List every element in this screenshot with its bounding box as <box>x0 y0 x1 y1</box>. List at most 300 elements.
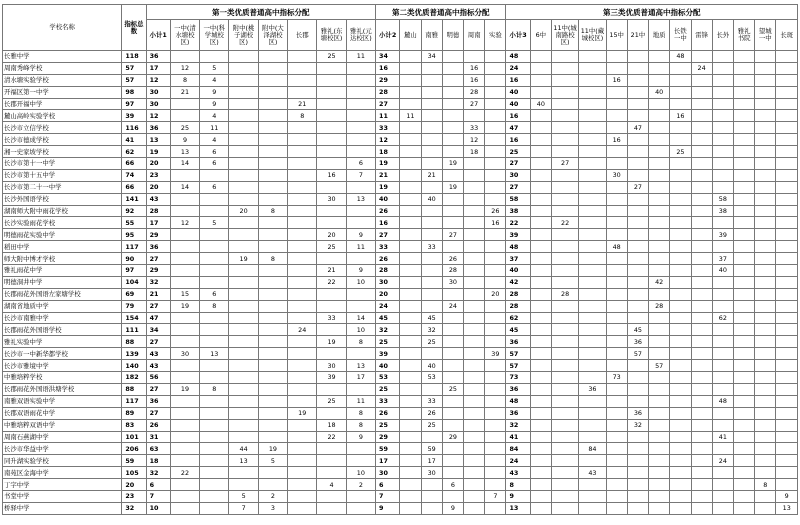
subtotal-cell: 33 <box>376 122 400 134</box>
subtotal-cell: 84 <box>506 443 530 455</box>
quota-cell <box>670 300 691 312</box>
quota-cell <box>606 110 627 122</box>
quota-cell <box>579 336 606 348</box>
quota-cell <box>485 395 506 407</box>
quota-cell <box>776 134 798 146</box>
quota-cell <box>776 288 798 300</box>
subtotal-cell: 19 <box>376 158 400 170</box>
subtotal-cell: 17 <box>376 455 400 467</box>
table-row <box>3 229 798 241</box>
quota-cell <box>421 62 442 74</box>
school-name-cell: 稻田中学 <box>3 241 122 253</box>
quota-cell <box>733 229 754 241</box>
table-row <box>3 336 798 348</box>
quota-cell <box>485 324 506 336</box>
quota-cell <box>627 51 648 63</box>
quota-cell <box>442 205 463 217</box>
quota-cell <box>649 62 670 74</box>
quota-cell <box>691 431 712 443</box>
subtotal-cell: 17 <box>146 62 170 74</box>
quota-cell <box>400 265 421 277</box>
quota-cell <box>755 86 776 98</box>
quota-cell <box>755 229 776 241</box>
quota-cell <box>530 455 551 467</box>
quota-cell <box>400 502 421 514</box>
quota-cell <box>606 276 627 288</box>
quota-cell <box>712 169 733 181</box>
subtotal-cell: 25 <box>376 336 400 348</box>
quota-cell <box>421 146 442 158</box>
subtotal-cell: 27 <box>506 181 530 193</box>
quota-cell <box>421 490 442 502</box>
school-header: 学校名称 <box>3 5 122 51</box>
quota-cell <box>258 110 287 122</box>
subtotal-cell: 32 <box>506 419 530 431</box>
quota-cell: 14 <box>346 312 375 324</box>
quota-cell <box>627 205 648 217</box>
quota-cell <box>229 312 258 324</box>
table-row <box>3 312 798 324</box>
quota-cell <box>464 348 485 360</box>
quota-cell <box>670 324 691 336</box>
quota-cell <box>170 253 199 265</box>
quota-cell <box>670 158 691 170</box>
school-name-cell: 长沙市第十五中学 <box>3 169 122 181</box>
quota-cell <box>258 431 287 443</box>
quota-cell <box>229 372 258 384</box>
subtotal-cell: 23 <box>146 169 170 181</box>
quota-cell <box>229 467 258 479</box>
quota-cell <box>606 490 627 502</box>
quota-cell <box>670 312 691 324</box>
total-cell: 57 <box>122 62 146 74</box>
quota-cell <box>530 205 551 217</box>
quota-cell <box>627 193 648 205</box>
quota-cell <box>712 419 733 431</box>
total-header: 指标总数 <box>122 5 146 51</box>
quota-cell: 25 <box>442 383 463 395</box>
quota-cell: 37 <box>712 253 733 265</box>
quota-cell: 16 <box>464 74 485 86</box>
quota-cell: 45 <box>627 324 648 336</box>
table-row <box>3 122 798 134</box>
quota-cell <box>485 431 506 443</box>
quota-cell: 53 <box>421 372 442 384</box>
subtotal-cell: 39 <box>376 348 400 360</box>
quota-cell: 8 <box>258 205 287 217</box>
quota-cell <box>346 288 375 300</box>
quota-cell <box>288 276 317 288</box>
quota-cell <box>229 181 258 193</box>
quota-cell <box>670 502 691 514</box>
quota-cell <box>229 360 258 372</box>
quota-cell: 47 <box>627 122 648 134</box>
quota-cell <box>442 467 463 479</box>
quota-cell <box>579 253 606 265</box>
subtotal-cell: 20 <box>376 288 400 300</box>
subtotal-cell: 21 <box>146 288 170 300</box>
quota-cell <box>670 169 691 181</box>
quota-cell <box>258 217 287 229</box>
quota-cell <box>464 467 485 479</box>
quota-cell <box>485 443 506 455</box>
table-row <box>3 300 798 312</box>
quota-cell <box>606 336 627 348</box>
subtotal-cell: 9 <box>376 502 400 514</box>
quota-cell <box>442 324 463 336</box>
quota-cell: 36 <box>579 383 606 395</box>
quota-cell <box>317 205 346 217</box>
quota-cell <box>691 86 712 98</box>
quota-cell <box>712 443 733 455</box>
quota-cell <box>530 479 551 491</box>
quota-cell: 33 <box>421 241 442 253</box>
subtotal-cell: 53 <box>376 372 400 384</box>
quota-cell: 39 <box>317 372 346 384</box>
quota-cell <box>649 431 670 443</box>
quota-cell <box>442 86 463 98</box>
total-cell: 117 <box>122 241 146 253</box>
quota-cell <box>755 51 776 63</box>
quota-cell: 8 <box>346 419 375 431</box>
quota-cell <box>464 158 485 170</box>
quota-cell: 7 <box>229 502 258 514</box>
quota-cell <box>776 360 798 372</box>
subtotal-cell: 43 <box>506 467 530 479</box>
quota-cell: 19 <box>442 158 463 170</box>
school-name-cell: 明德洞井中学 <box>3 276 122 288</box>
quota-cell: 25 <box>670 146 691 158</box>
table-row <box>3 205 798 217</box>
quota-cell <box>551 74 578 86</box>
quota-cell <box>776 217 798 229</box>
subtotal-cell: 27 <box>146 383 170 395</box>
quota-cell <box>421 479 442 491</box>
quota-cell <box>346 348 375 360</box>
quota-cell <box>346 86 375 98</box>
subtotal-cell: 7 <box>376 490 400 502</box>
quota-cell <box>649 395 670 407</box>
quota-cell <box>551 134 578 146</box>
table-row <box>3 431 798 443</box>
subtotal-cell: 27 <box>146 300 170 312</box>
quota-cell <box>421 502 442 514</box>
quota-cell <box>606 253 627 265</box>
quota-cell <box>288 383 317 395</box>
col-header-g2-5: 实验 <box>485 20 506 51</box>
quota-cell <box>670 479 691 491</box>
quota-cell <box>400 360 421 372</box>
subtotal-cell: 43 <box>146 348 170 360</box>
subtotal-cell: 24 <box>506 62 530 74</box>
quota-cell <box>691 455 712 467</box>
quota-cell <box>530 122 551 134</box>
quota-cell <box>755 169 776 181</box>
quota-cell <box>733 336 754 348</box>
quota-cell <box>258 265 287 277</box>
quota-cell <box>670 134 691 146</box>
quota-cell <box>288 253 317 265</box>
subtotal-cell: 40 <box>506 98 530 110</box>
quota-cell <box>606 288 627 300</box>
quota-cell: 12 <box>464 134 485 146</box>
quota-cell <box>421 383 442 395</box>
quota-cell <box>733 193 754 205</box>
quota-cell <box>485 134 506 146</box>
quota-cell <box>755 253 776 265</box>
quota-cell <box>288 300 317 312</box>
subtotal-cell: 48 <box>506 51 530 63</box>
quota-cell <box>288 360 317 372</box>
quota-cell <box>400 158 421 170</box>
quota-cell <box>170 51 199 63</box>
subtotal-cell: 12 <box>376 134 400 146</box>
quota-cell <box>755 276 776 288</box>
col-header-g3-12: 长斑 <box>776 20 798 51</box>
quota-cell <box>649 265 670 277</box>
quota-cell <box>258 276 287 288</box>
quota-cell <box>627 467 648 479</box>
total-cell: 118 <box>122 51 146 63</box>
quota-cell <box>627 62 648 74</box>
quota-cell: 27 <box>442 229 463 241</box>
quota-cell: 17 <box>421 455 442 467</box>
quota-cell <box>288 395 317 407</box>
quota-cell <box>606 502 627 514</box>
quota-cell <box>485 300 506 312</box>
quota-cell <box>400 383 421 395</box>
quota-cell <box>464 288 485 300</box>
quota-cell <box>442 98 463 110</box>
quota-cell <box>551 241 578 253</box>
total-cell: 101 <box>122 431 146 443</box>
quota-cell <box>400 455 421 467</box>
quota-cell <box>317 455 346 467</box>
quota-cell <box>288 241 317 253</box>
quota-cell <box>670 395 691 407</box>
quota-cell <box>317 62 346 74</box>
col-header-g1-5: 长郡 <box>288 20 317 51</box>
quota-cell: 28 <box>649 300 670 312</box>
quota-cell <box>627 288 648 300</box>
quota-cell <box>691 360 712 372</box>
quota-cell <box>627 431 648 443</box>
quota-cell <box>317 348 346 360</box>
table-row <box>3 193 798 205</box>
quota-cell <box>288 146 317 158</box>
quota-cell <box>288 134 317 146</box>
quota-cell <box>606 86 627 98</box>
quota-cell <box>712 479 733 491</box>
quota-cell: 39 <box>712 229 733 241</box>
quota-cell <box>579 324 606 336</box>
quota-cell <box>776 229 798 241</box>
quota-cell <box>691 490 712 502</box>
subtotal-cell: 9 <box>506 490 530 502</box>
quota-cell <box>755 181 776 193</box>
quota-cell: 26 <box>442 253 463 265</box>
total-cell: 83 <box>122 419 146 431</box>
quota-cell <box>530 467 551 479</box>
quota-cell <box>579 490 606 502</box>
quota-cell <box>670 467 691 479</box>
quota-cell <box>733 98 754 110</box>
quota-cell <box>530 502 551 514</box>
quota-cell <box>670 98 691 110</box>
quota-cell <box>627 443 648 455</box>
quota-cell <box>733 407 754 419</box>
subtotal-cell: 33 <box>376 241 400 253</box>
quota-cell <box>258 395 287 407</box>
subtotal-cell: 32 <box>146 276 170 288</box>
quota-cell: 19 <box>288 407 317 419</box>
quota-cell <box>670 490 691 502</box>
school-name-cell: 长郡双语雨花中学 <box>3 407 122 419</box>
quota-cell <box>288 86 317 98</box>
total-cell: 104 <box>122 276 146 288</box>
quota-cell <box>776 276 798 288</box>
quota-cell <box>464 181 485 193</box>
quota-cell <box>670 360 691 372</box>
quota-cell <box>755 348 776 360</box>
quota-cell <box>691 158 712 170</box>
quota-cell <box>776 383 798 395</box>
quota-cell <box>670 431 691 443</box>
quota-cell: 40 <box>421 193 442 205</box>
quota-cell <box>712 62 733 74</box>
quota-cell: 20 <box>229 205 258 217</box>
quota-cell <box>776 110 798 122</box>
quota-cell <box>258 193 287 205</box>
quota-cell: 11 <box>346 51 375 63</box>
quota-cell <box>755 324 776 336</box>
quota-cell <box>346 383 375 395</box>
quota-cell <box>400 431 421 443</box>
quota-cell <box>400 51 421 63</box>
quota-cell <box>258 467 287 479</box>
quota-cell <box>530 51 551 63</box>
quota-cell <box>579 229 606 241</box>
quota-cell <box>464 265 485 277</box>
quota-cell <box>649 288 670 300</box>
quota-cell: 15 <box>170 288 199 300</box>
quota-cell <box>258 479 287 491</box>
quota-cell <box>649 467 670 479</box>
quota-cell: 25 <box>317 241 346 253</box>
quota-cell <box>200 336 229 348</box>
quota-cell <box>400 312 421 324</box>
quota-cell <box>627 74 648 86</box>
quota-cell <box>755 419 776 431</box>
quota-cell <box>649 193 670 205</box>
quota-cell: 12 <box>170 62 199 74</box>
quota-cell: 11 <box>346 241 375 253</box>
quota-cell: 57 <box>627 348 648 360</box>
quota-cell <box>288 479 317 491</box>
quota-cell: 30 <box>170 348 199 360</box>
school-name-cell: 长沙市华益中学 <box>3 443 122 455</box>
quota-cell <box>485 51 506 63</box>
subtotal-cell: 36 <box>146 122 170 134</box>
quota-cell <box>258 62 287 74</box>
quota-cell <box>649 253 670 265</box>
quota-cell <box>317 98 346 110</box>
subtotal-cell: 62 <box>506 312 530 324</box>
quota-cell: 14 <box>170 181 199 193</box>
quota-cell <box>579 419 606 431</box>
quota-cell: 12 <box>170 217 199 229</box>
quota-cell <box>346 122 375 134</box>
subtotal-cell: 31 <box>146 431 170 443</box>
quota-cell <box>421 134 442 146</box>
quota-cell <box>485 479 506 491</box>
quota-cell <box>755 122 776 134</box>
quota-cell <box>691 110 712 122</box>
quota-cell <box>258 169 287 181</box>
quota-cell <box>288 193 317 205</box>
quota-cell <box>579 300 606 312</box>
quota-cell: 62 <box>712 312 733 324</box>
quota-cell <box>579 241 606 253</box>
quota-cell <box>670 193 691 205</box>
quota-cell <box>485 419 506 431</box>
quota-cell: 8 <box>258 253 287 265</box>
quota-cell <box>670 205 691 217</box>
quota-cell <box>229 419 258 431</box>
quota-cell: 10 <box>346 467 375 479</box>
quota-cell <box>530 146 551 158</box>
school-name-cell: 长郡雨花外国语左家塘学校 <box>3 288 122 300</box>
subtotal-cell: 16 <box>506 74 530 86</box>
quota-cell <box>400 288 421 300</box>
quota-cell <box>579 158 606 170</box>
quota-cell: 13 <box>200 348 229 360</box>
quota-cell <box>317 324 346 336</box>
table-row <box>3 62 798 74</box>
quota-cell <box>649 110 670 122</box>
col-header-g3-6: 地质 <box>649 20 670 51</box>
col-header-g3-2: 11中(城南路校区) <box>551 20 578 51</box>
quota-cell <box>733 455 754 467</box>
quota-cell <box>606 217 627 229</box>
quota-cell <box>606 312 627 324</box>
quota-cell <box>551 98 578 110</box>
quota-cell <box>288 122 317 134</box>
school-name-cell: 长郡雨花外国语学校 <box>3 324 122 336</box>
school-name-cell: 长郡开福中学 <box>3 98 122 110</box>
quota-cell <box>400 276 421 288</box>
table-row <box>3 74 798 86</box>
quota-cell <box>733 383 754 395</box>
quota-cell <box>776 146 798 158</box>
quota-cell <box>485 146 506 158</box>
table-row <box>3 395 798 407</box>
quota-cell <box>317 383 346 395</box>
quota-cell: 25 <box>170 122 199 134</box>
quota-cell: 16 <box>464 62 485 74</box>
quota-cell: 13 <box>229 455 258 467</box>
quota-cell <box>755 372 776 384</box>
quota-cell <box>649 74 670 86</box>
quota-cell <box>442 372 463 384</box>
total-cell: 182 <box>122 372 146 384</box>
quota-cell <box>229 158 258 170</box>
table-row <box>3 276 798 288</box>
quota-cell <box>649 146 670 158</box>
quota-cell <box>485 383 506 395</box>
quota-cell <box>606 181 627 193</box>
quota-cell <box>442 217 463 229</box>
